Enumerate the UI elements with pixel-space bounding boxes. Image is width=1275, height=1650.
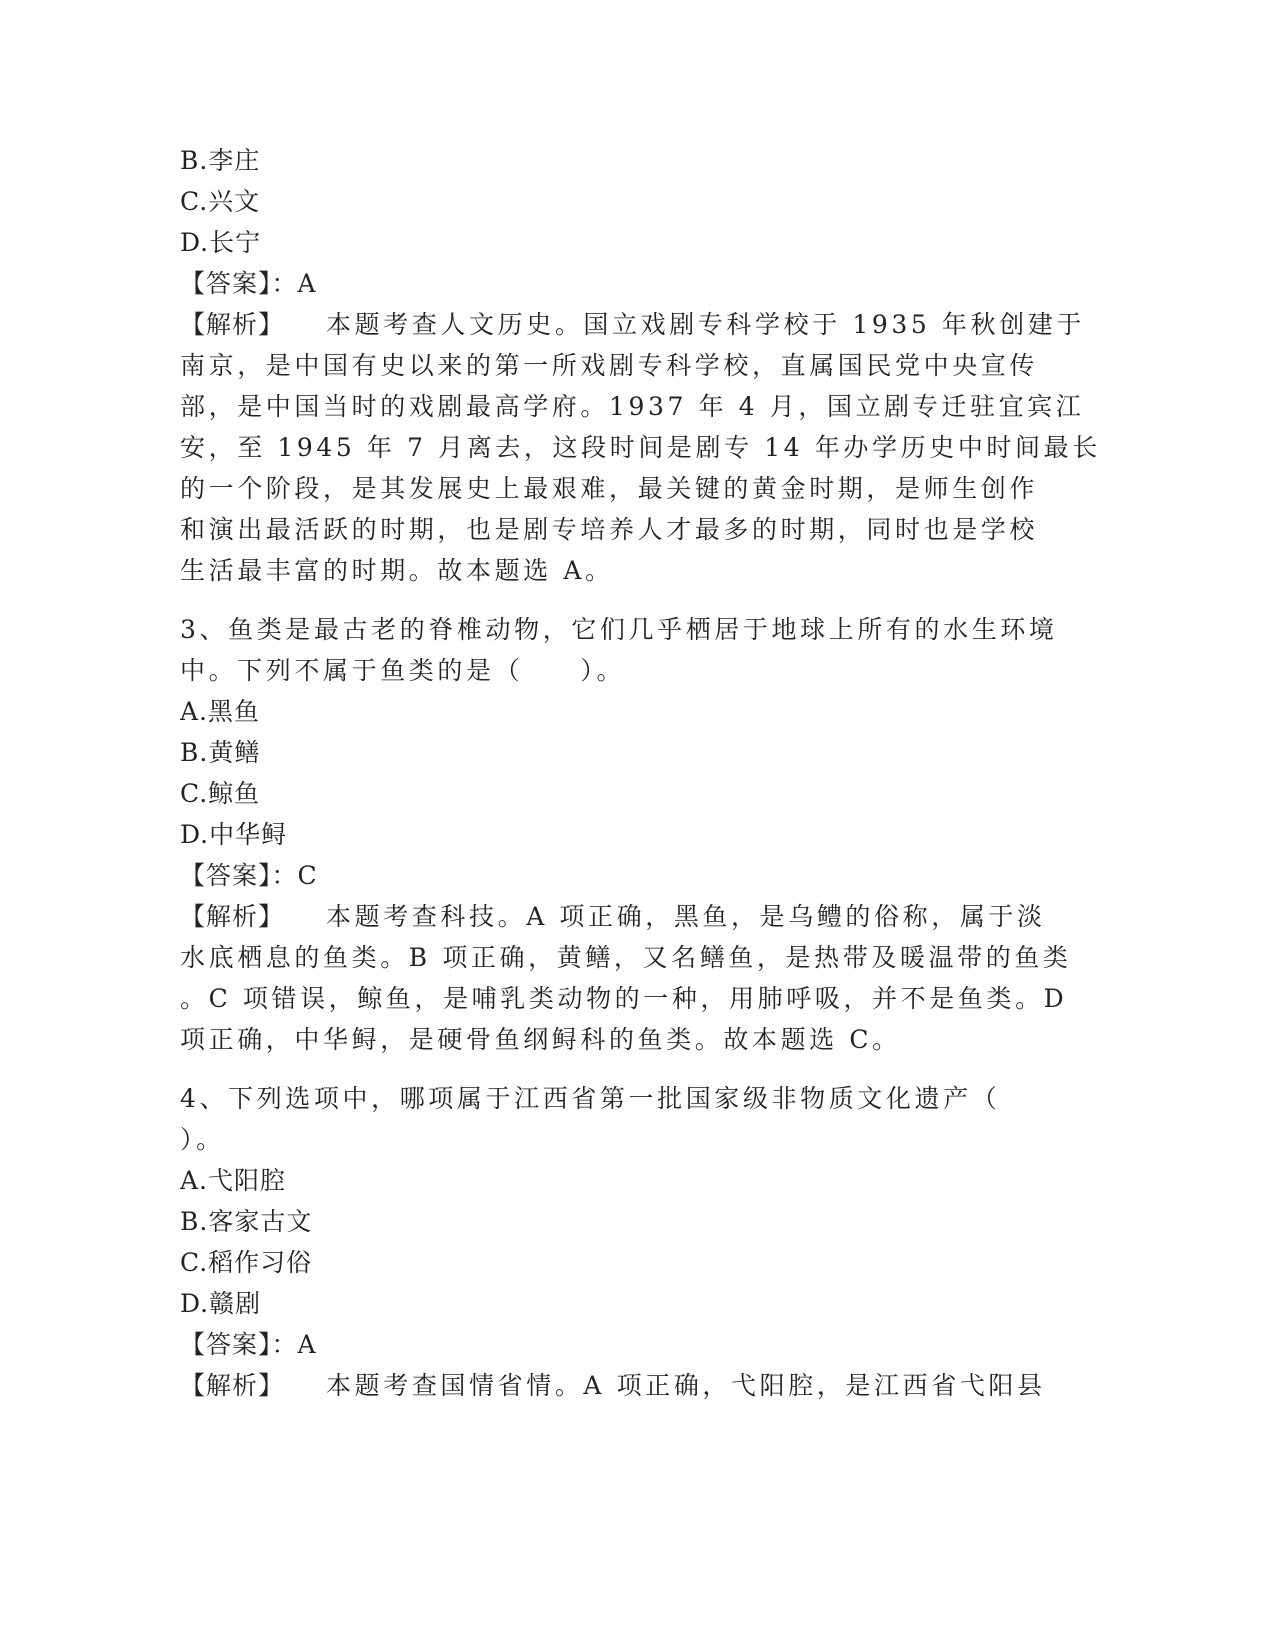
- answer-line: [180, 855, 1042, 896]
- option-c: C.鲸鱼: [180, 779, 261, 808]
- option-b: B.李庄: [180, 146, 261, 175]
- option-b: B.客家古文: [180, 1207, 313, 1236]
- analysis-text: 的一个阶段，是其发展史上最艰难，最关键的黄金时期，是师生创作: [180, 474, 1039, 503]
- analysis-label: 【解析】: [180, 310, 285, 339]
- question-2: [180, 140, 1101, 591]
- question-stem: 4、下列选项中，哪项属于江西省第一批国家级非物质文化遗产（: [180, 1084, 1001, 1113]
- question-stem: 中。下列不属于鱼类的是（ ）。: [180, 656, 626, 685]
- analysis-text: 本题考查科技。A 项正确，黑鱼，是乌鳢的俗称，属于淡: [326, 902, 1046, 931]
- answer-value: A: [297, 1330, 317, 1359]
- option-d: D.赣剧: [180, 1289, 262, 1318]
- document-page: [180, 140, 1101, 1406]
- analysis-text: 和演出最活跃的时期，也是剧专培养人才最多的时期，同时也是学校: [180, 515, 1039, 544]
- option-b: B.黄鳝: [180, 738, 261, 767]
- analysis-text: 项正确，中华鲟，是硬骨鱼纲鲟科的鱼类。故本题选 C。: [180, 1025, 901, 1054]
- option-c: C.稻作习俗: [180, 1248, 313, 1277]
- analysis-line: [180, 1365, 1046, 1406]
- analysis-text: 南京，是中国有史以来的第一所戏剧专科学校，直属国民党中央宣传: [180, 351, 1039, 380]
- answer-line: [180, 1324, 1042, 1365]
- analysis-text: 。C 项错误，鲸鱼，是哺乳类动物的一种，用肺呼吸，并不是鱼类。D: [180, 984, 1068, 1013]
- analysis-label: 【解析】: [180, 902, 285, 931]
- question-stem: 3、鱼类是最古老的脊椎动物，它们几乎栖居于地球上所有的水生环境: [180, 615, 1058, 644]
- analysis-text: 水底栖息的鱼类。B 项正确，黄鳝，又名鳝鱼，是热带及暖温带的鱼类: [180, 943, 1072, 972]
- analysis-label: 【解析】: [180, 1371, 285, 1400]
- option-c: C.兴文: [180, 187, 261, 216]
- question-3: [180, 609, 1072, 1060]
- option-d: D.长宁: [180, 228, 262, 257]
- analysis-text: 生活最丰富的时期。故本题选 A。: [180, 556, 614, 585]
- analysis-text: 本题考查人文历史。国立戏剧专科学校于 1935 年秋创建于: [326, 310, 1085, 339]
- option-d: D.中华鲟: [180, 820, 288, 849]
- answer-value: C: [297, 861, 318, 890]
- question-stem: ）。: [180, 1125, 225, 1154]
- analysis-line: [180, 304, 1085, 345]
- question-4: [180, 1078, 1046, 1406]
- analysis-line: [180, 896, 1046, 937]
- answer-label: 【答案】：: [180, 1330, 298, 1359]
- option-a: A.弋阳腔: [180, 1166, 287, 1195]
- analysis-text: 安，至 1945 年 7 月离去，这段时间是剧专 14 年办学历史中时间最长: [180, 433, 1101, 462]
- answer-line: [180, 263, 1042, 304]
- analysis-text: 部，是中国当时的戏剧最高学府。1937 年 4 月，国立剧专迁驻宜宾江: [180, 392, 1085, 421]
- answer-value: A: [297, 269, 317, 298]
- option-a: A.黑鱼: [180, 697, 261, 726]
- analysis-text: 本题考查国情省情。A 项正确，弋阳腔，是江西省弋阳县: [326, 1371, 1046, 1400]
- answer-label: 【答案】：: [180, 861, 298, 890]
- answer-label: 【答案】：: [180, 269, 298, 298]
